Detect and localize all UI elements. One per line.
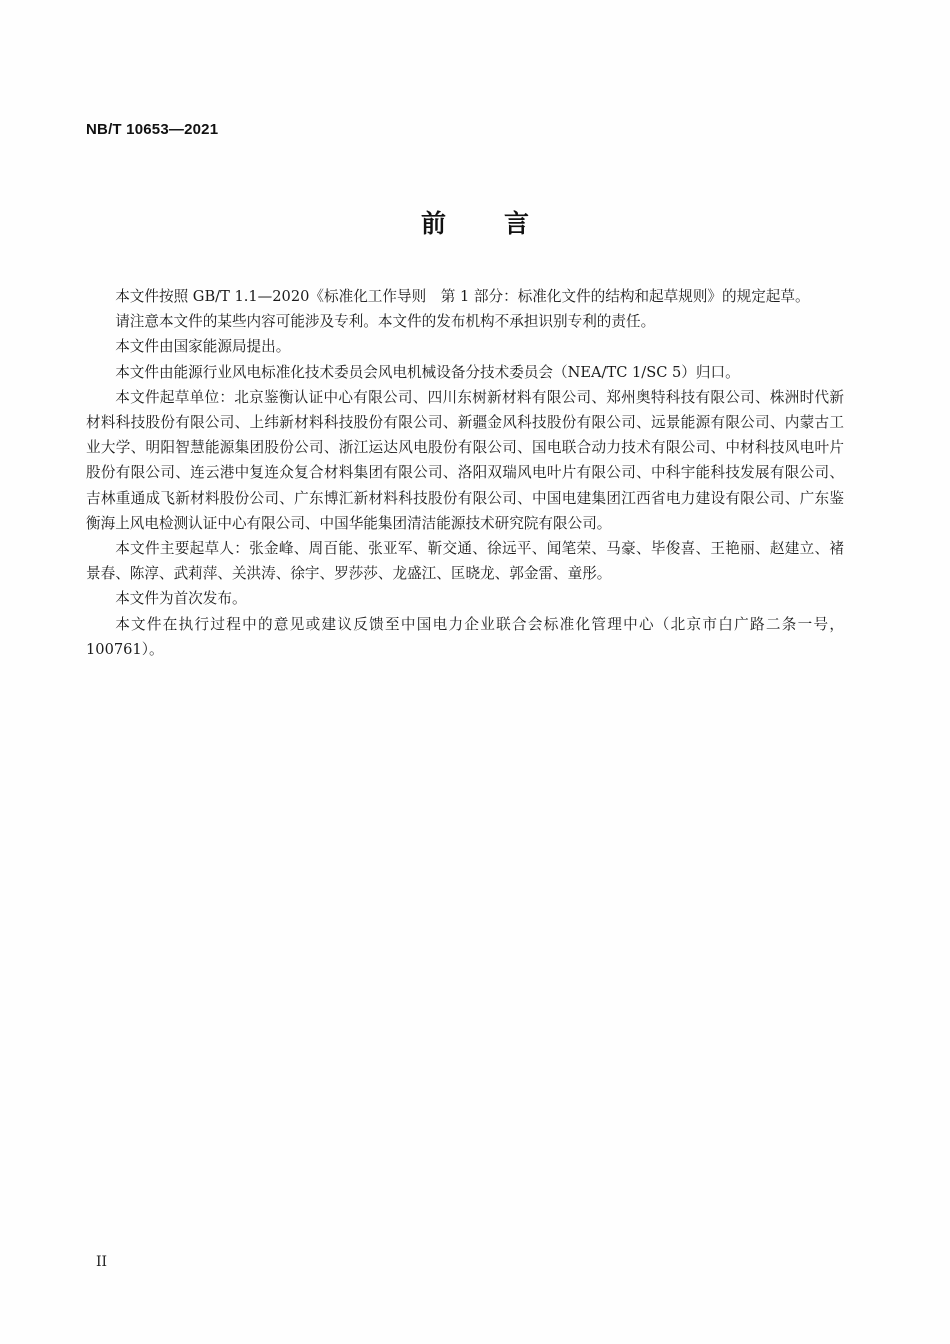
- paragraph-main-drafters: 本文件主要起草人：张金峰、周百能、张亚军、靳交通、徐远平、闻笔荣、马豪、毕俊喜、王艳丽、赵建立、褚景春、陈淳、武莉萍、关洪涛、徐宇、罗莎莎、龙盛江、匡晓龙、郭金雷、童彤。: [86, 540, 844, 583]
- standard-code: NB/T 10653—2021: [86, 121, 219, 138]
- paragraph-drafting-organizations: 本文件起草单位：北京鉴衡认证中心有限公司、四川东树新材料有限公司、郑州奥特科技有限公司、株洲时代新材料科技股份有限公司、上纬新材料科技股份有限公司、新疆金风科技股份有限公司、远景能源有限公司、内蒙古工业大学、明阳智慧能源集团股份公司、浙江运达风电股份有限公司、国电联合动力技术有限公司、中材科技风电叶片股份有限公司、连云港中复连众复合材料集团有限公司、洛阳双瑞风电叶片有限公司、中科宇能科技发展有限公司、吉林重通成飞新材料股份公司、广东博汇新材料科技股份有限公司、中国电建集团江西省电力建设有限公司、广东鉴衡海上风电检测认证中心有限公司、中国华能集团清洁能源技术研究院有限公司。: [86, 388, 844, 532]
- page-number: II: [96, 1254, 108, 1270]
- paragraph-proposer: 本文件由国家能源局提出。: [115, 338, 291, 356]
- paragraph-technical-committee: 本文件由能源行业风电标准化技术委员会风电机械设备分技术委员会（NEA/TC 1/SC 5）归口。: [115, 363, 740, 381]
- foreword-body: [86, 284, 844, 662]
- paragraph-drafting-rules: 本文件按照 GB/T 1.1—2020《标准化工作导则 第 1 部分：标准化文件的结构和起草规则》的规定起草。: [115, 288, 810, 305]
- paragraph-feedback: 本文件在执行过程中的意见或建议反馈至中国电力企业联合会标准化管理中心（北京市白广路二条一号，100761）。: [86, 615, 844, 658]
- page-title: 前言: [420, 209, 587, 238]
- paragraph-patent-notice: 请注意本文件的某些内容可能涉及专利。本文件的发布机构不承担识别专利的责任。: [115, 313, 656, 331]
- paragraph-first-release: 本文件为首次发布。: [115, 590, 247, 608]
